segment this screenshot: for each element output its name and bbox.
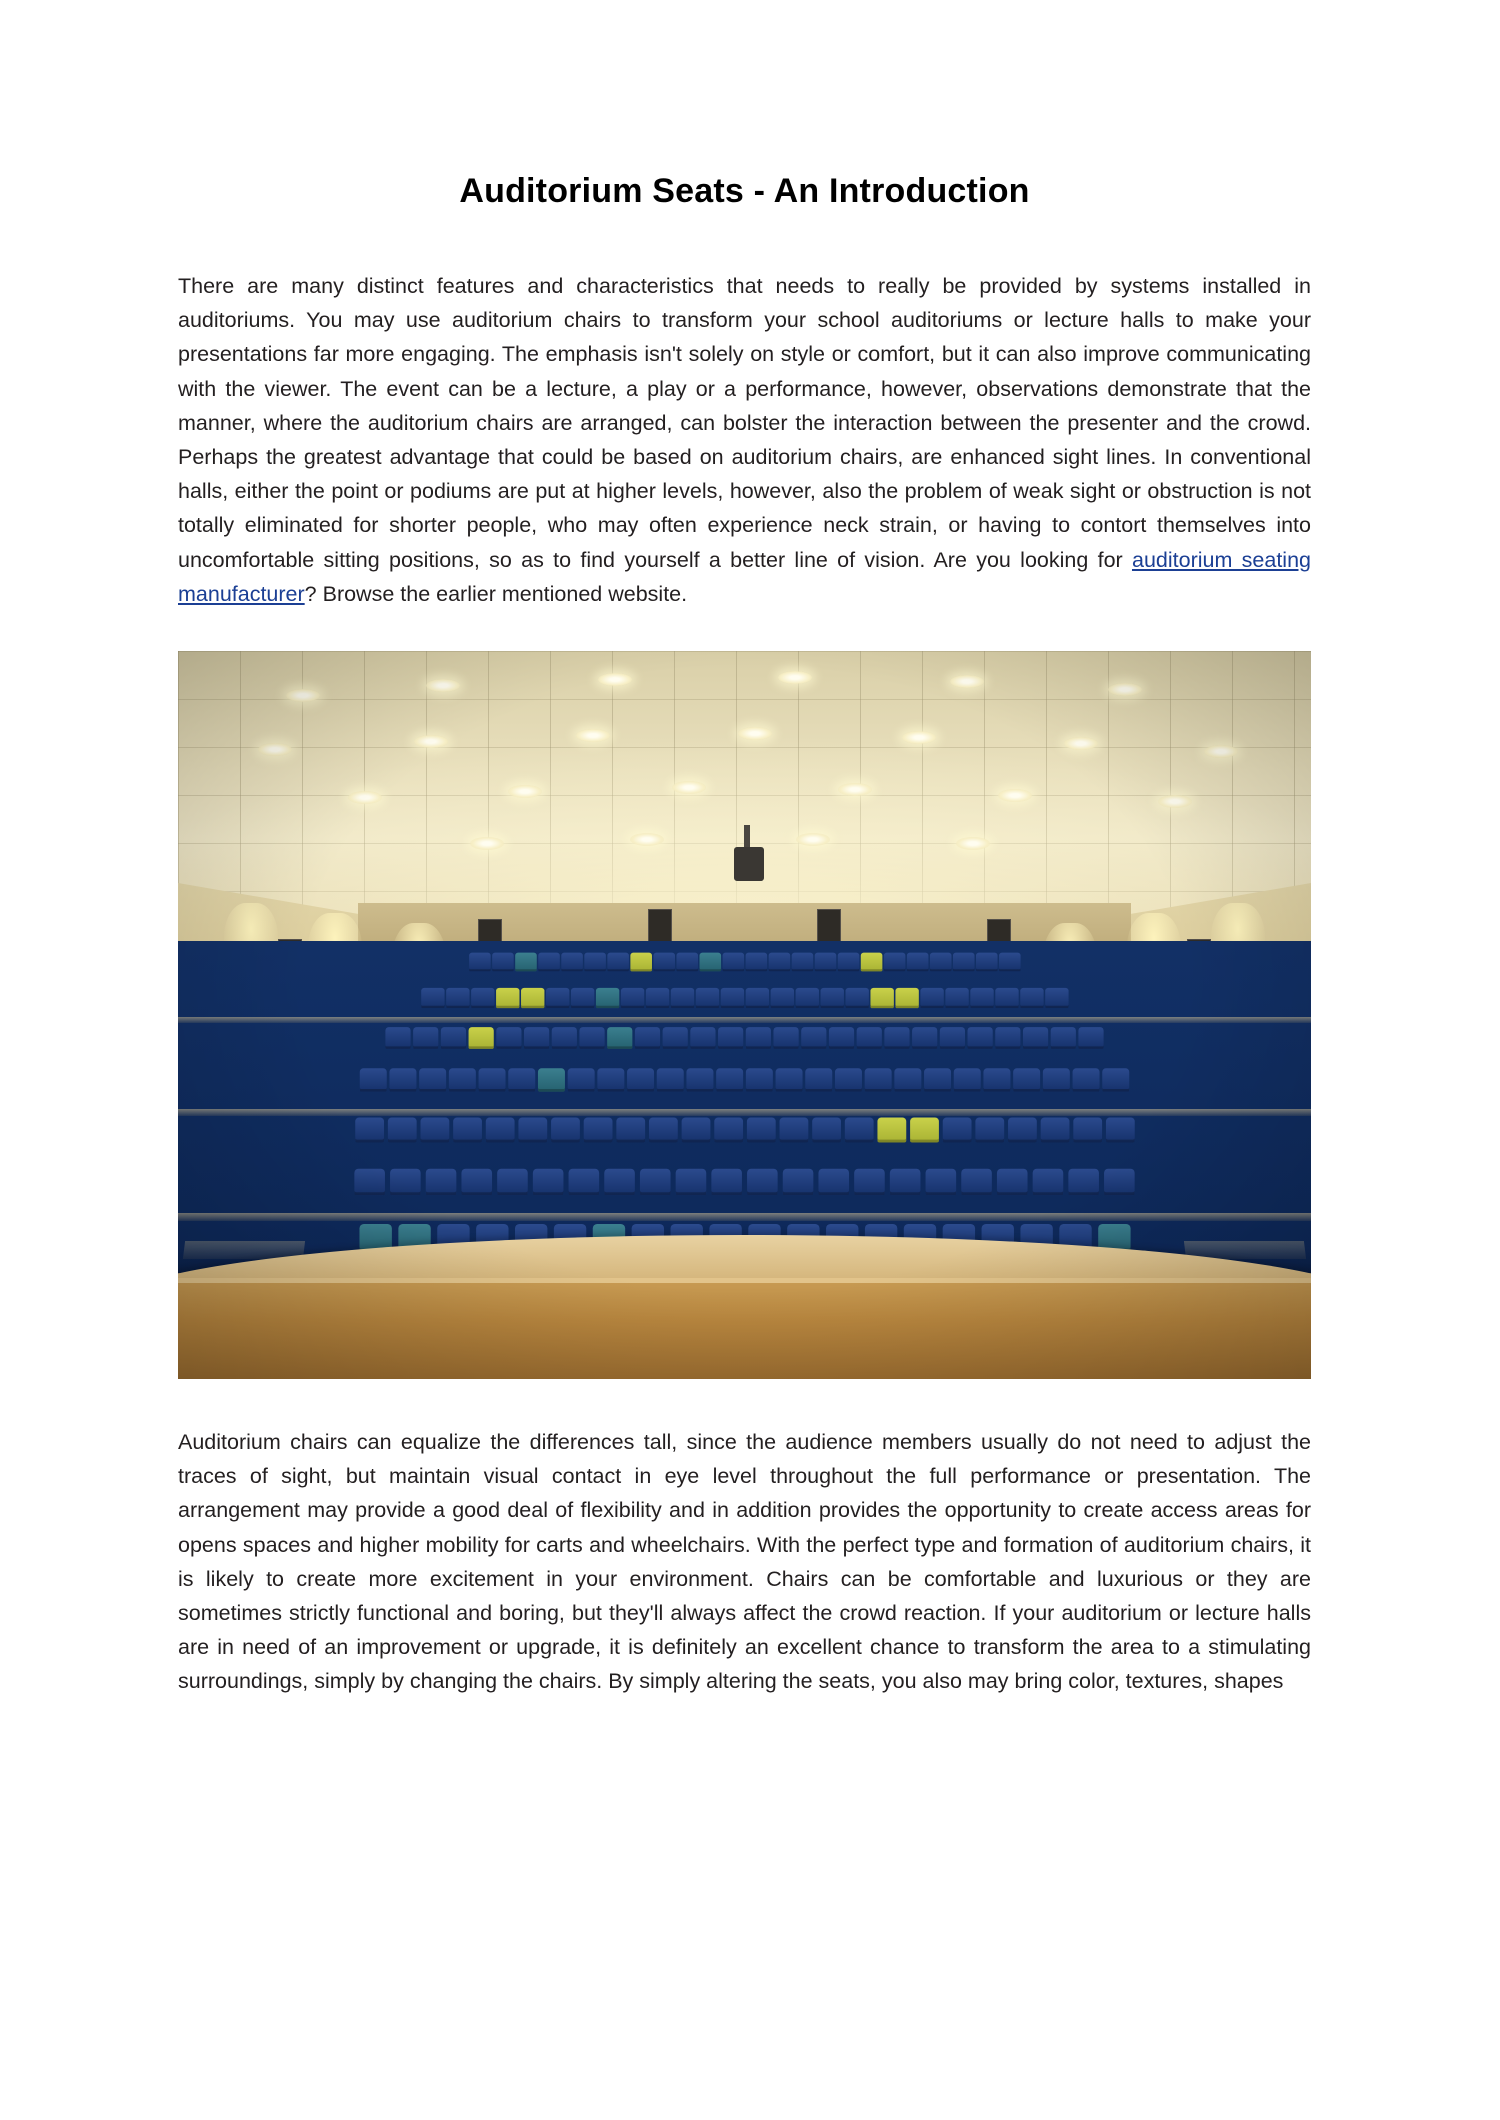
seat bbox=[954, 1068, 981, 1091]
seat bbox=[773, 1027, 798, 1049]
ceiling-downlight bbox=[778, 671, 812, 684]
seat bbox=[920, 988, 943, 1008]
seat bbox=[953, 953, 975, 972]
ceiling-downlight bbox=[414, 735, 448, 748]
seat bbox=[645, 988, 668, 1008]
seat-row bbox=[178, 1169, 1311, 1196]
seat bbox=[390, 1169, 421, 1196]
seat bbox=[747, 1169, 778, 1196]
seat bbox=[812, 1118, 841, 1143]
seat bbox=[818, 1169, 849, 1196]
seat bbox=[720, 988, 743, 1008]
seat bbox=[745, 953, 767, 972]
stage-wall bbox=[178, 1278, 1311, 1379]
seat bbox=[895, 988, 918, 1008]
seat bbox=[912, 1027, 937, 1049]
auditorium-photo bbox=[178, 651, 1311, 1379]
seat bbox=[389, 1068, 416, 1091]
seat bbox=[1105, 1118, 1134, 1143]
seat bbox=[970, 988, 993, 1008]
seat bbox=[453, 1118, 482, 1143]
seat bbox=[620, 988, 643, 1008]
seat bbox=[870, 988, 893, 1008]
seat bbox=[860, 953, 882, 972]
seat bbox=[835, 1068, 862, 1091]
seat bbox=[552, 1027, 577, 1049]
seat bbox=[814, 953, 836, 972]
ceiling-downlight bbox=[598, 673, 632, 686]
document-content bbox=[178, 0, 1311, 1699]
seat bbox=[1008, 1118, 1037, 1143]
seat bbox=[583, 1118, 612, 1143]
seat bbox=[884, 1027, 909, 1049]
seat bbox=[907, 953, 929, 972]
ceiling-downlight bbox=[508, 785, 542, 798]
seat-row bbox=[201, 1118, 1289, 1143]
ceiling-downlight bbox=[286, 689, 320, 702]
seat bbox=[461, 1169, 492, 1196]
seat bbox=[518, 1118, 547, 1143]
seat bbox=[546, 988, 569, 1008]
ceiling-downlight bbox=[470, 837, 504, 850]
riser-step bbox=[178, 1213, 1311, 1221]
paragraph-1-text-after-link: ? Browse the earlier mentioned website. bbox=[304, 581, 688, 606]
seat bbox=[649, 1118, 678, 1143]
seat bbox=[714, 1118, 743, 1143]
ceiling-projector bbox=[734, 847, 764, 881]
ceiling-downlight bbox=[1158, 795, 1192, 808]
seat bbox=[469, 953, 491, 972]
seat bbox=[976, 953, 998, 972]
seat bbox=[1040, 1118, 1069, 1143]
seat bbox=[485, 1118, 514, 1143]
seat bbox=[776, 1068, 803, 1091]
seat bbox=[419, 1068, 446, 1091]
seat bbox=[865, 1068, 892, 1091]
seat bbox=[446, 988, 469, 1008]
ceiling-downlight bbox=[1064, 737, 1098, 750]
seat bbox=[783, 1169, 814, 1196]
seating-area bbox=[178, 941, 1311, 1379]
auditorium-seating-manufacturer-link[interactable]: auditorium seating manufacturer bbox=[178, 547, 1311, 606]
seat bbox=[883, 953, 905, 972]
seat bbox=[496, 1027, 521, 1049]
seat bbox=[770, 988, 793, 1008]
seat bbox=[449, 1068, 476, 1091]
seat bbox=[942, 1118, 971, 1143]
seat bbox=[910, 1118, 939, 1143]
seat bbox=[968, 1027, 993, 1049]
seat bbox=[795, 988, 818, 1008]
ceiling-downlight bbox=[426, 679, 460, 692]
seat bbox=[1073, 1118, 1102, 1143]
ceiling-downlight bbox=[950, 675, 984, 688]
seat bbox=[983, 1068, 1010, 1091]
ceiling-downlight bbox=[258, 743, 292, 756]
seat bbox=[699, 953, 721, 972]
seat bbox=[1104, 1169, 1135, 1196]
seat bbox=[1068, 1169, 1099, 1196]
seat bbox=[569, 1169, 600, 1196]
auditorium-illustration bbox=[178, 651, 1311, 1379]
seat bbox=[355, 1118, 384, 1143]
seat bbox=[926, 1169, 957, 1196]
seat bbox=[657, 1068, 684, 1091]
seat bbox=[584, 953, 606, 972]
seat bbox=[722, 953, 744, 972]
seat bbox=[568, 1068, 595, 1091]
seat bbox=[1045, 988, 1068, 1008]
seat bbox=[627, 1068, 654, 1091]
seat bbox=[746, 1118, 775, 1143]
seat bbox=[857, 1027, 882, 1049]
seat bbox=[930, 953, 952, 972]
seat bbox=[745, 988, 768, 1008]
seat bbox=[894, 1068, 921, 1091]
paragraph-1-text-before-link: There are many distinct features and characteristics that needs to really be provided by systems installed in auditoriums. You may use auditorium chairs to transform your school auditoriums or lecture halls to make your presentations far more engaging. The emphasis isn't solely on style or comfort, but it can also improve communicating with the viewer. The event can be a lecture, a play or a performance, however, observations demonstrate that the manner, where the auditorium chairs are arranged, can bolster the interaction between the presenter and the crowd. Perhaps the greatest advantage that could be based on auditorium chairs, are enhanced sight lines. In conventional halls, either the point or podiums are put at higher levels, however, also the problem of weak sight or obstruction is not totally eliminated for shorter people, who may often experience neck strain, or having to contort themselves into uncomfortable sitting positions, so as to find yourself a better line of vision. Are you looking for bbox=[178, 274, 1311, 572]
seat bbox=[385, 1027, 410, 1049]
seat bbox=[616, 1118, 645, 1143]
seat bbox=[718, 1027, 743, 1049]
seat bbox=[607, 953, 629, 972]
seat bbox=[1051, 1027, 1076, 1049]
seat-row bbox=[303, 988, 1187, 1008]
seat bbox=[779, 1118, 808, 1143]
seat bbox=[845, 988, 868, 1008]
seat bbox=[877, 1118, 906, 1143]
riser-step bbox=[178, 1109, 1311, 1116]
ceiling-downlight bbox=[838, 783, 872, 796]
seat bbox=[597, 1068, 624, 1091]
seat bbox=[837, 953, 859, 972]
seat bbox=[961, 1169, 992, 1196]
seat bbox=[479, 1068, 506, 1091]
seat bbox=[997, 1169, 1028, 1196]
ceiling-downlight bbox=[998, 789, 1032, 802]
seat bbox=[975, 1118, 1004, 1143]
seat bbox=[635, 1027, 660, 1049]
seat bbox=[670, 988, 693, 1008]
ceiling-downlight bbox=[902, 731, 936, 744]
seat bbox=[801, 1027, 826, 1049]
seat bbox=[515, 953, 537, 972]
seat bbox=[630, 953, 652, 972]
seat-row bbox=[269, 1027, 1221, 1049]
seat bbox=[1078, 1027, 1103, 1049]
seat bbox=[538, 1068, 565, 1091]
seat bbox=[995, 988, 1018, 1008]
riser-step bbox=[178, 1017, 1311, 1023]
ceiling-downlight bbox=[1108, 683, 1142, 696]
seat bbox=[441, 1027, 466, 1049]
seat bbox=[820, 988, 843, 1008]
seat bbox=[538, 953, 560, 972]
seat bbox=[571, 988, 594, 1008]
seat-row bbox=[235, 1068, 1255, 1091]
seat bbox=[716, 1068, 743, 1091]
ceiling-downlight bbox=[956, 837, 990, 850]
seat bbox=[653, 953, 675, 972]
seat bbox=[995, 1027, 1020, 1049]
seat bbox=[607, 1027, 632, 1049]
ceiling-downlight bbox=[630, 833, 664, 846]
seat bbox=[469, 1027, 494, 1049]
seat bbox=[497, 1169, 528, 1196]
seat bbox=[890, 1169, 921, 1196]
seat bbox=[681, 1118, 710, 1143]
paragraph-1 bbox=[178, 269, 1311, 611]
ceiling-downlight bbox=[348, 791, 382, 804]
seat bbox=[524, 1027, 549, 1049]
seat bbox=[360, 1068, 387, 1091]
seat-row bbox=[337, 953, 1153, 972]
seat bbox=[533, 1169, 564, 1196]
seat bbox=[471, 988, 494, 1008]
ceiling-downlight bbox=[738, 727, 772, 740]
seat bbox=[1013, 1068, 1040, 1091]
seat bbox=[844, 1118, 873, 1143]
seat bbox=[690, 1027, 715, 1049]
seat bbox=[945, 988, 968, 1008]
seat bbox=[686, 1068, 713, 1091]
seat bbox=[746, 1068, 773, 1091]
seat bbox=[421, 988, 444, 1008]
seat bbox=[768, 953, 790, 972]
seat bbox=[791, 953, 813, 972]
seat bbox=[829, 1027, 854, 1049]
seat bbox=[1023, 1027, 1048, 1049]
seat bbox=[711, 1169, 742, 1196]
seat bbox=[521, 988, 544, 1008]
seat bbox=[640, 1169, 671, 1196]
page-title: Auditorium Seats - An Introduction bbox=[459, 172, 1030, 210]
seat bbox=[604, 1169, 635, 1196]
seat bbox=[596, 988, 619, 1008]
seat bbox=[561, 953, 583, 972]
seat bbox=[496, 988, 519, 1008]
ceiling-downlight bbox=[576, 729, 610, 742]
ceiling-downlight bbox=[1204, 745, 1238, 758]
seat bbox=[663, 1027, 688, 1049]
ceiling-downlight bbox=[796, 833, 830, 846]
seat bbox=[426, 1169, 457, 1196]
seat bbox=[420, 1118, 449, 1143]
seat bbox=[940, 1027, 965, 1049]
seat bbox=[999, 953, 1021, 972]
seat bbox=[924, 1068, 951, 1091]
seat bbox=[854, 1169, 885, 1196]
ceiling-downlight bbox=[672, 781, 706, 794]
seat bbox=[1020, 988, 1043, 1008]
seat bbox=[1033, 1169, 1064, 1196]
seat bbox=[1102, 1068, 1129, 1091]
seat bbox=[413, 1027, 438, 1049]
seat bbox=[695, 988, 718, 1008]
seat bbox=[387, 1118, 416, 1143]
seat bbox=[1043, 1068, 1070, 1091]
seat bbox=[805, 1068, 832, 1091]
seat bbox=[746, 1027, 771, 1049]
seat bbox=[676, 953, 698, 972]
seat bbox=[354, 1169, 385, 1196]
paragraph-2: Auditorium chairs can equalize the differences tall, since the audience members usually do not need to adjust the traces of sight, but maintain visual contact in eye level throughout the full performance or presentation. The arrangement may provide a good deal of flexibility and in addition provides the opportunity to create access areas for opens spaces and higher mobility for carts and wheelchairs. With the perfect type and formation of auditorium chairs, it is likely to create more excitement in your environment. Chairs can be comfortable and luxurious or they are sometimes strictly functional and boring, but they'll always affect the crowd reaction. If your auditorium or lecture halls are in need of an improvement or upgrade, it is definitely an excellent chance to transform the area to a stimulating surroundings, simply by changing the chairs. By simply altering the seats, you also may bring color, textures, shapes bbox=[178, 1430, 1311, 1694]
seat bbox=[1073, 1068, 1100, 1091]
seat bbox=[508, 1068, 535, 1091]
seat bbox=[579, 1027, 604, 1049]
seat bbox=[676, 1169, 707, 1196]
seat bbox=[492, 953, 514, 972]
seat bbox=[551, 1118, 580, 1143]
